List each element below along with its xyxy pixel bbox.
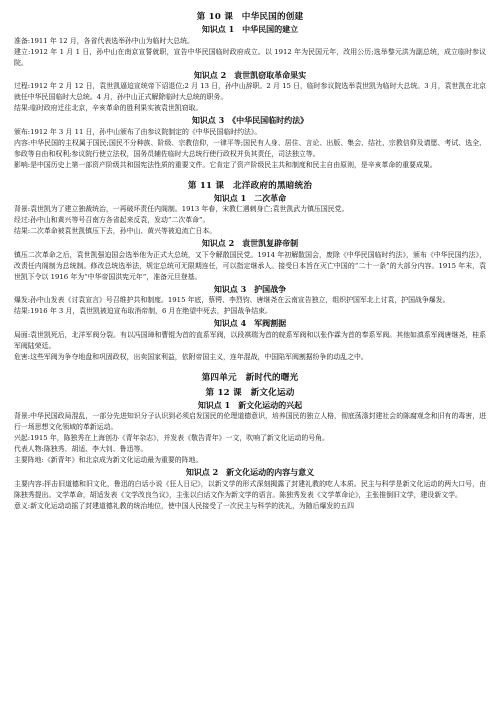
knowledge-point-title: 知识点 1 中华民国的建立 [201,24,299,34]
knowledge-point-title: 知识点 2 袁世凯窃取革命果实 [193,69,307,80]
lesson-title: 第 10 课 中华民国的创建 [196,12,304,22]
paragraph: 主要阵地:《新青年》和北京成为新文化运动最为重要的阵地。 [14,456,203,464]
paragraph: 影响:是中国历史上第一部资产阶级共和国宪法性质的重要文件。它肯定了资产阶级民主共和制度和民主自由原则，是辛亥革命的重要成果。 [14,160,437,169]
paragraph: 背景:袁世凯为了建立独裁统治，一再破坏责任内阁制。1913 年春，宋教仁遇刺身亡;袁世凯武力镇压国民党。 [14,205,349,213]
paragraph: 代表人物:陈独秀、胡适、李大钊、鲁迅等。 [14,445,148,453]
knowledge-point-title: 知识点 2 新文化运动的内容与意义 [185,467,315,477]
paragraph: 结果:临时政府迁往北京，辛亥革命的胜利果实被袁世凯窃取。 [14,104,203,112]
paragraph: 建立:1912 年 1 月 1 日，孙中山在南京宣誓就职，宣告中华民国临时政府成立。以 1912 年为民国元年，改用公历;选举黎元洪为副总统，成立临时参议院。 [14,47,486,67]
lesson-title: 第 12 课 新文化运动 [205,387,295,398]
paragraph: 颁布:1912 年 3 月 11 日，孙中山颁布了由参议院制定的《中华民国临时约法》。 [14,127,262,136]
paragraph: 兴起:1915 年，陈独秀在上海创办《青年杂志》，并发表《敬告青年》一文，吹响了新文化运动的号角。 [14,434,329,442]
knowledge-point-title: 知识点 3 护国战争 [213,283,287,294]
document-body [14,11,486,512]
lesson-title: 第 11 课 北洋政府的黑暗统治 [187,180,313,191]
paragraph: 局面:袁世凯死后，北洋军阀分裂。有以冯国璋和曹锟为首的直系军阀，以段祺瑞为首的皖系军阀和以张作霖为首的奉系军阀。其他如滇系军阀唐继尧，桂系军阀陆荣廷。 [14,330,486,350]
paragraph: 结果:二次革命被袁世凯镇压下去，孙中山、黄兴等被迫流亡日本。 [14,227,217,235]
paragraph: 意义:新文化运动动摇了封建道德礼教的统治地位，使中国人民接受了一次民主与科学的洗礼，为随后爆发的五四 [14,501,354,510]
section-gap [14,363,486,369]
paragraph: 爆发:孙中山发表《讨袁宣言》号召维护共和制度。1915 年底，蔡锷、李烈钧、唐继尧在云南宣告独立，组织护国军北上讨袁，护国战争爆发。 [14,296,450,304]
paragraph: 危害:这些军阀为争夺地盘和巩固政权，出卖国家利益，依附帝国主义，连年混战，中国陷军阀割据纷争的动乱之中。 [14,352,368,361]
paragraph: 准备:1911 年 12 月，各省代表选举孙中山为临时大总统。 [14,36,194,45]
paragraph: 经过:孙中山和黄兴等号召南方各省起来反袁，发动“二次革命”。 [14,216,210,224]
knowledge-point-title: 知识点 2 袁世凯复辟帝制 [201,238,299,248]
knowledge-point-title: 知识点 1 新文化运动的兴起 [197,399,303,410]
knowledge-point-title: 知识点 1 二次革命 [213,192,287,203]
paragraph: 结果:1916 年 3 月，袁世凯被迫宣布取消帝制，6 月在绝望中死去，护国战争结束。 [14,307,272,315]
knowledge-point-title: 知识点 3 《中华民国临时约法》 [191,115,309,125]
lesson-title: 第四单元 新时代的曙光 [201,372,299,383]
section-gap [14,171,486,177]
paragraph: 过程:1912 年 2 月 12 日，袁世凯逼迫宣统帝下诏退位;2 月 13 日，孙中山辞职。2 月 15 日，临时参议院选举袁世凯为临时大总统。3 月，袁世凯在北京就任中华民国临时大总统。4 月，孙中山正式解除临时大总统的职务。 [14,82,486,101]
paragraph: 内容:中华民国的主权属于国民;国民不分种族、阶级、宗教信仰，一律平等;国民有人身、居住、言论、出版、集会、结社、宗教信仰及请愿、考试、选全、参政等自由和权利;参议院行使立法权，国务员辅佐临时大总统行使行政权并负其责任，司法独立等。 [14,138,486,158]
paragraph: 背景:中华民国政局混乱，一部分先进知识分子认识到必须启发国民的伦理道德意识，培养国民的独立人格，彻底荡涤封建社会的陈腐观念和旧有的毒害，进行一场思想文化领域的革新运动。 [14,412,486,431]
paragraph: 主要内容:抨击旧道德和旧文化，鲁迅的白话小说《狂人日记》，以新文学的形式深刻揭露了封建礼教的吃人本质。民主与科学是新文化运动的两大口号，由陈独秀提出。文学革命，胡适发表《文学改良刍议》，主张以白话文作为新文学的语言。陈独秀发表《文学革命论》，主张推倒旧文学，建设新文学。 [14,479,486,499]
paragraph: 镇压二次革命之后，袁世凯强迫国会选举他为正式大总统，又下令解散国民党。1914 年初解散国会，废除《中华民国临时约法》，颁布《中华民国约法》，改责任内阁制为总统制。修改总统选举法，规定总统可无限期连任，可以指定继承人。接受日本旨在灭亡中国的“二十一条”的大部分内容。1915 年末，袁世凯下令以 1916 年为“中华帝国洪宪元年”，准备元旦登基。 [14,250,486,281]
knowledge-point-title: 知识点 4 军阀割据 [213,318,287,328]
